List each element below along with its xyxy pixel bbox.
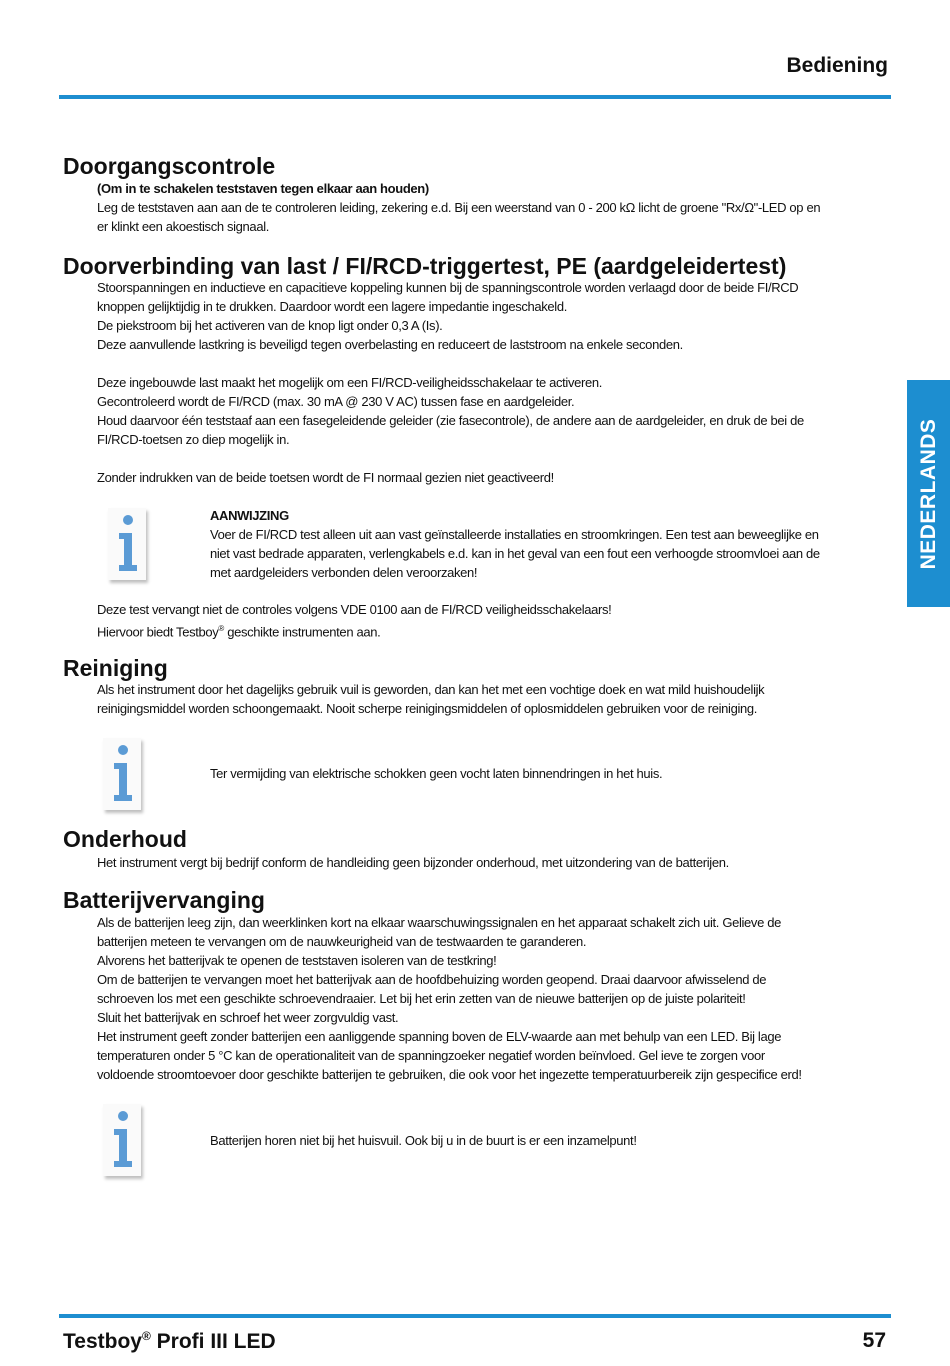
note-title: AANWIJZING	[210, 508, 289, 523]
running-header: Bediening	[786, 54, 888, 77]
paragraph-line: Hiervoor biedt Testboy® geschikte instrumenten aan.	[97, 624, 381, 640]
paragraph-line: Zonder indrukken van de beide toetsen wordt de FI normaal gezien niet geactiveerd!	[97, 470, 554, 485]
note-batterij: Batterijen horen niet bij het huisvuil. Ook bij u in de buurt is er een inzamelpunt!	[210, 1133, 637, 1148]
section-body-batterijvervanging	[97, 913, 885, 1084]
section-body-doorgangscontrole	[97, 179, 885, 236]
paragraph-line: Gecontroleerd wordt de FI/RCD (max. 30 mA @ 230 V AC) tussen fase en aardgeleider.	[97, 394, 575, 409]
paragraph-line: Deze ingebouwde last maakt het mogelijk om een FI/RCD-veiligheidsschakelaar te activeren.	[97, 375, 602, 390]
paragraph-line: batterijen meteen te vervangen om de nauwkeurigheid van de testwaarden te garanderen.	[97, 934, 587, 949]
paragraph-line: voldoende stroomtoevoer door geschikte batterijen te gebruiken, die ook voor het ingezette temperatuurbereik zijn gespecifice erd!	[97, 1067, 802, 1082]
section-heading-doorgangscontrole: Doorgangscontrole	[63, 153, 276, 179]
info-icon	[103, 1104, 141, 1176]
paragraph-line: er klinkt een akoestisch signaal.	[97, 219, 269, 234]
paragraph-line: Leg de teststaven aan aan de te controleren leiding, zekering e.d. Bij een weerstand van 0 - 200 kΩ licht de groene "Rx/Ω"-LED op en	[97, 200, 821, 215]
footer-rule	[59, 1314, 891, 1318]
paragraph-line: Het instrument geeft zonder batterijen een aanliggende spanning boven de ELV-waarde aan met behulp van een LED. Bij lage	[97, 1029, 782, 1044]
note-reiniging: Ter vermijding van elektrische schokken geen vocht laten binnendringen in het huis.	[210, 766, 663, 781]
section-heading-doorverbinding: Doorverbinding van last / FI/RCD-triggertest, PE (aardgeleidertest)	[63, 253, 787, 279]
paragraph-line: schroeven los met een geschikte schroevendraaier. Let bij het erin zetten van de nieuwe batterijen op de juiste polariteit!	[97, 991, 746, 1006]
section-body-reiniging	[97, 680, 885, 718]
section-heading-reiniging: Reiniging	[63, 655, 168, 681]
info-icon	[103, 738, 141, 810]
note-line: met aardgeleiders verbonden delen veroorzaken!	[210, 565, 478, 580]
paragraph-line: knoppen gelijktijdig in te drukken. Daardoor wordt een lagere impedantie ingeschakeld.	[97, 299, 567, 314]
subheading: (Om in te schakelen teststaven tegen elkaar aan houden)	[97, 181, 429, 196]
paragraph-line: Sluit het batterijvak en schroef het weer zorgvuldig vast.	[97, 1010, 399, 1025]
paragraph-line: Om de batterijen te vervangen moet het batterijvak aan de hoofdbehuizing worden geopend. Draai daarvoor afwisselend de	[97, 972, 767, 987]
note-line: niet vast bedrade apparaten, verlengkabels e.d. kan in het geval van een fout een verhoogde stroomvloei aan de	[210, 546, 820, 561]
note-line: Voer de FI/RCD test alleen uit aan vast geïnstalleerde installaties en stroomkringen. Een test aan beweeglijke en	[210, 527, 819, 542]
paragraph-line: FI/RCD-toetsen zo diep mogelijk in.	[97, 432, 290, 447]
page-number: 57	[862, 1329, 886, 1352]
header-rule	[59, 95, 891, 99]
paragraph-line: Deze test vervangt niet de controles volgens VDE 0100 aan de FI/RCD veiligheidsschakelaars!	[97, 602, 612, 617]
footer-product-name: Testboy® Profi III LED	[63, 1329, 276, 1353]
paragraph-line: Het instrument vergt bij bedrijf conform de handleiding geen bijzonder onderhoud, met uitzondering van de batterijen.	[97, 855, 729, 870]
section-heading-onderhoud: Onderhoud	[63, 826, 187, 852]
paragraph-line: Als de batterijen leeg zijn, dan weerklinken kort na elkaar waarschuwingssignalen en het apparaat schakelt zich uit. Gelieve de	[97, 915, 781, 930]
paragraph-line	[97, 354, 885, 373]
paragraph-line: Alvorens het batterijvak te openen de teststaven isoleren van de testkring!	[97, 953, 497, 968]
info-icon	[108, 508, 146, 580]
paragraph-line: temperaturen onder 5 °C kan de operationaliteit van de spanningzoeker negatief worden beïnvloed. Gel ieve te zorgen voor	[97, 1048, 765, 1063]
paragraph-line: Als het instrument door het dagelijks gebruik vuil is geworden, dan kan het met een vochtige doek en wat mild huishoudelijk	[97, 682, 765, 697]
paragraph-line	[97, 449, 885, 468]
paragraph-line: Stoorspanningen en inductieve en capacitieve koppeling kunnen bij de spanningscontrole worden verlaagd door de beide FI/RCD	[97, 280, 799, 295]
paragraph-line: reinigingsmiddel worden schoongemaakt. Nooit scherpe reinigingsmiddelen of oplosmiddelen gebruiken voor de reiniging.	[97, 701, 758, 716]
section-heading-batterijvervanging: Batterijvervanging	[63, 887, 265, 913]
language-tab-label: NEDERLANDS	[916, 418, 940, 569]
note-aanwijzing	[210, 506, 888, 582]
section-body-onderhoud	[97, 853, 885, 872]
section-body-doorverbinding	[97, 278, 885, 487]
language-tab	[907, 380, 950, 607]
paragraph-line: Deze aanvullende lastkring is beveiligd tegen overbelasting en reduceert de laststroom na enkele seconden.	[97, 337, 683, 352]
paragraph-line: Houd daarvoor één teststaaf aan een fasegeleidende geleider (zie fasecontrole), de andere aan de aardgeleider, en druk de bei de	[97, 413, 804, 428]
section-body-doorverbinding-after	[97, 600, 885, 641]
paragraph-line: De piekstroom bij het activeren van de knop ligt onder 0,3 A (Is).	[97, 318, 443, 333]
